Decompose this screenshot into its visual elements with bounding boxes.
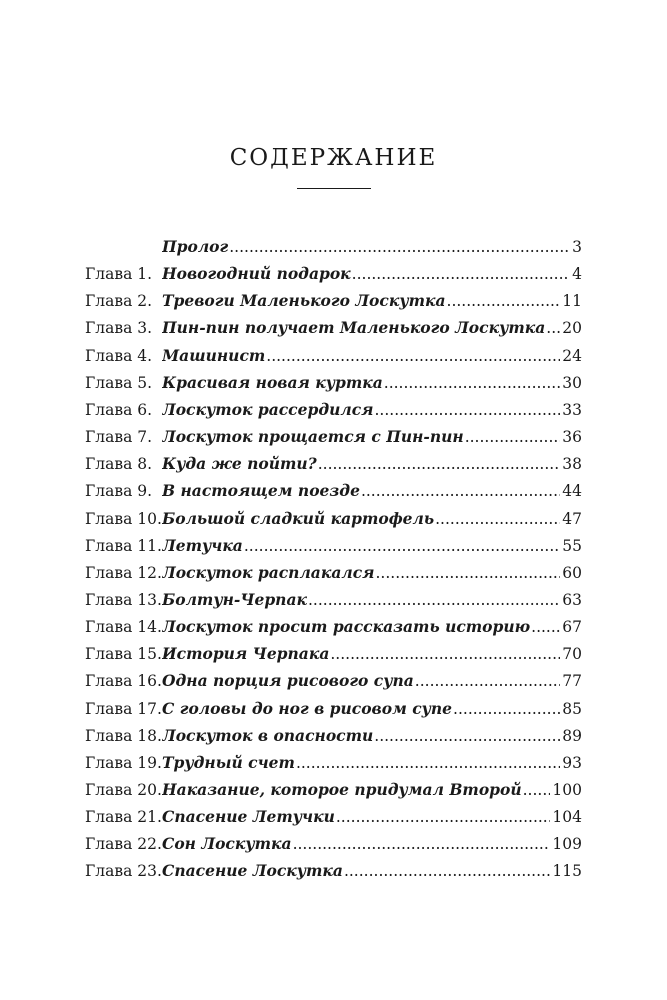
- chapter-title: С головы до ног в рисовом супе: [162, 698, 453, 718]
- toc-entry: [0, 563, 667, 590]
- chapter-title: Большой сладкий картофель: [162, 508, 435, 528]
- dot-leader: [415, 671, 560, 691]
- page-number: 20: [562, 319, 582, 338]
- toc-leader-line: [162, 834, 550, 854]
- chapter-number: Глава 10.: [85, 509, 162, 528]
- toc-leader-line: [162, 861, 550, 881]
- page-number: 67: [562, 618, 582, 637]
- chapter-number: Глава 22.: [85, 835, 162, 854]
- toc-leader-line: [162, 318, 560, 338]
- toc-leader-line: [162, 291, 560, 311]
- dot-leader: [453, 699, 560, 719]
- toc-entry: [0, 590, 667, 617]
- toc-leader-line: [162, 563, 560, 583]
- dot-leader: [375, 400, 561, 420]
- toc-entry: [0, 617, 667, 644]
- chapter-title: Новогодний подарок: [162, 264, 351, 284]
- chapter-title: Сон Лоскутка: [162, 834, 292, 854]
- toc-leader-line: [162, 481, 560, 501]
- page-number: 4: [572, 265, 582, 284]
- chapter-number: Глава 15.: [85, 645, 162, 664]
- chapter-title: Трудный счет: [162, 752, 295, 772]
- dot-leader: [318, 454, 561, 474]
- dot-leader: [344, 861, 550, 881]
- toc-entry: [0, 509, 667, 536]
- toc-entry: [0, 834, 667, 861]
- chapter-title: Тревоги Маленького Лоскутка: [162, 291, 446, 311]
- chapter-number: Глава 4.: [85, 346, 153, 365]
- toc-leader-line: [162, 807, 550, 827]
- toc-leader-line: [162, 780, 550, 800]
- toc-entry: [0, 481, 667, 508]
- chapter-title: Лоскуток прощается с Пин-пин: [162, 427, 464, 447]
- chapter-title: Одна порция рисового супа: [162, 671, 414, 691]
- page-number: 3: [572, 238, 582, 256]
- chapter-title: Спасение Лоскутка: [162, 861, 343, 881]
- toc-entry: [0, 373, 667, 400]
- page-number: 100: [552, 781, 582, 799]
- dot-leader: [293, 834, 551, 854]
- chapter-number: Глава 6.: [85, 400, 153, 419]
- dot-leader: [244, 536, 560, 556]
- toc-entry: [0, 346, 667, 373]
- page-number: 63: [562, 590, 582, 609]
- toc-entry: [0, 671, 667, 698]
- page-number: 33: [562, 400, 582, 419]
- toc-leader-line: [162, 617, 560, 637]
- chapter-number: Глава 23.: [85, 862, 162, 881]
- page-number: 89: [562, 726, 582, 745]
- page-number: 36: [562, 428, 582, 447]
- chapter-title: Пролог: [162, 237, 229, 256]
- chapter-title: Лоскуток в опасности: [162, 725, 374, 745]
- chapter-number: Глава 1.: [85, 265, 153, 284]
- dot-leader: [546, 318, 560, 338]
- dot-leader: [376, 563, 561, 583]
- page-number: 44: [562, 482, 582, 501]
- toc-entry: [0, 780, 667, 807]
- page-number: 11: [562, 292, 582, 311]
- chapter-number: Глава 17.: [85, 699, 162, 718]
- chapter-title: Лоскуток рассердился: [162, 399, 374, 419]
- chapter-number: Глава 18.: [85, 726, 162, 745]
- dot-leader: [336, 807, 551, 827]
- chapter-title: Пин-пин получает Маленького Лоскутка: [162, 318, 546, 338]
- chapter-number: Глава 12.: [85, 563, 162, 582]
- toc-leader-line: [162, 509, 560, 529]
- dot-leader: [229, 237, 570, 257]
- dot-leader: [308, 590, 560, 610]
- toc-leader-line: [162, 671, 560, 691]
- page-number: 47: [562, 509, 582, 528]
- toc-entry: [0, 536, 667, 563]
- chapter-number: Глава 11.: [85, 536, 162, 555]
- dot-leader: [523, 780, 551, 800]
- page-number: 109: [552, 835, 582, 854]
- toc-leader-line: [162, 427, 560, 447]
- toc-entry: [0, 807, 667, 834]
- chapter-number: Глава 3.: [85, 319, 153, 338]
- dot-leader: [447, 291, 561, 311]
- chapter-title: В настоящем поезде: [162, 481, 360, 501]
- toc-entry: [0, 726, 667, 753]
- toc-entry: [0, 644, 667, 671]
- chapter-title: История Черпака: [162, 644, 330, 664]
- page-number: 77: [562, 672, 582, 691]
- chapter-title: Лоскуток просит рассказать историю: [162, 617, 531, 637]
- page-number: 93: [562, 753, 582, 772]
- chapter-title: Болтун-Черпак: [162, 589, 307, 609]
- dot-leader: [374, 726, 560, 746]
- chapter-title: Машинист: [162, 345, 266, 365]
- toc-leader-line: [162, 536, 560, 556]
- toc-entry: [0, 427, 667, 454]
- toc-entry: [0, 861, 667, 888]
- chapter-number: Глава 8.: [85, 455, 153, 474]
- page-number: 104: [552, 808, 582, 827]
- chapter-number: Глава 5.: [85, 373, 153, 392]
- dot-leader: [330, 644, 560, 664]
- page-number: 30: [562, 373, 582, 392]
- chapter-number: Глава 13.: [85, 590, 162, 609]
- dot-leader: [531, 617, 560, 637]
- chapter-number: Глава 9.: [85, 482, 153, 501]
- toc-entry: [0, 237, 667, 264]
- toc-entry: [0, 753, 667, 780]
- toc-entry: [0, 699, 667, 726]
- chapter-title: Летучка: [162, 535, 243, 555]
- chapter-number: Глава 21.: [85, 808, 162, 827]
- toc-entry: [0, 264, 667, 291]
- chapter-number: Глава 19.: [85, 753, 162, 772]
- title-divider: [297, 188, 371, 189]
- toc-leader-line: [162, 644, 560, 664]
- toc-leader-line: [162, 346, 560, 366]
- chapter-number: Глава 20.: [85, 781, 162, 799]
- dot-leader: [465, 427, 561, 447]
- toc-entry: [0, 318, 667, 345]
- chapter-number: Глава 16.: [85, 672, 162, 691]
- chapter-number: Глава 14.: [85, 618, 162, 637]
- toc-entry: [0, 291, 667, 318]
- dot-leader: [296, 753, 560, 773]
- page-number: 24: [562, 346, 582, 365]
- dot-leader: [384, 373, 560, 393]
- toc-entry: [0, 454, 667, 481]
- chapter-title: Лоскуток расплакался: [162, 562, 375, 582]
- page-title: СОДЕРЖАНИЕ: [229, 145, 438, 171]
- toc-leader-line: [162, 699, 560, 719]
- chapter-title: Спасение Летучки: [162, 807, 335, 827]
- chapter-title: Красивая новая куртка: [162, 372, 383, 392]
- page-number: 70: [562, 645, 582, 664]
- toc-entry: [0, 400, 667, 427]
- chapter-title: Куда же пойти?: [162, 454, 317, 474]
- dot-leader: [266, 346, 560, 366]
- toc-leader-line: [162, 237, 570, 257]
- dot-leader: [435, 509, 560, 529]
- dot-leader: [352, 264, 570, 284]
- chapter-number: Глава 7.: [85, 428, 153, 447]
- dot-leader: [361, 481, 560, 501]
- toc-leader-line: [162, 373, 560, 393]
- toc-leader-line: [162, 590, 560, 610]
- chapter-number: Глава 2.: [85, 292, 153, 311]
- toc-leader-line: [162, 454, 560, 474]
- page-number: 55: [562, 536, 582, 555]
- page-number: 38: [562, 455, 582, 474]
- toc-leader-line: [162, 264, 570, 284]
- page-number: 115: [552, 862, 582, 881]
- toc-leader-line: [162, 400, 560, 420]
- page-number: 85: [562, 699, 582, 718]
- toc-leader-line: [162, 726, 560, 746]
- page-number: 60: [562, 563, 582, 582]
- toc-leader-line: [162, 753, 560, 773]
- chapter-title: Наказание, которое придумал Второй: [162, 780, 522, 799]
